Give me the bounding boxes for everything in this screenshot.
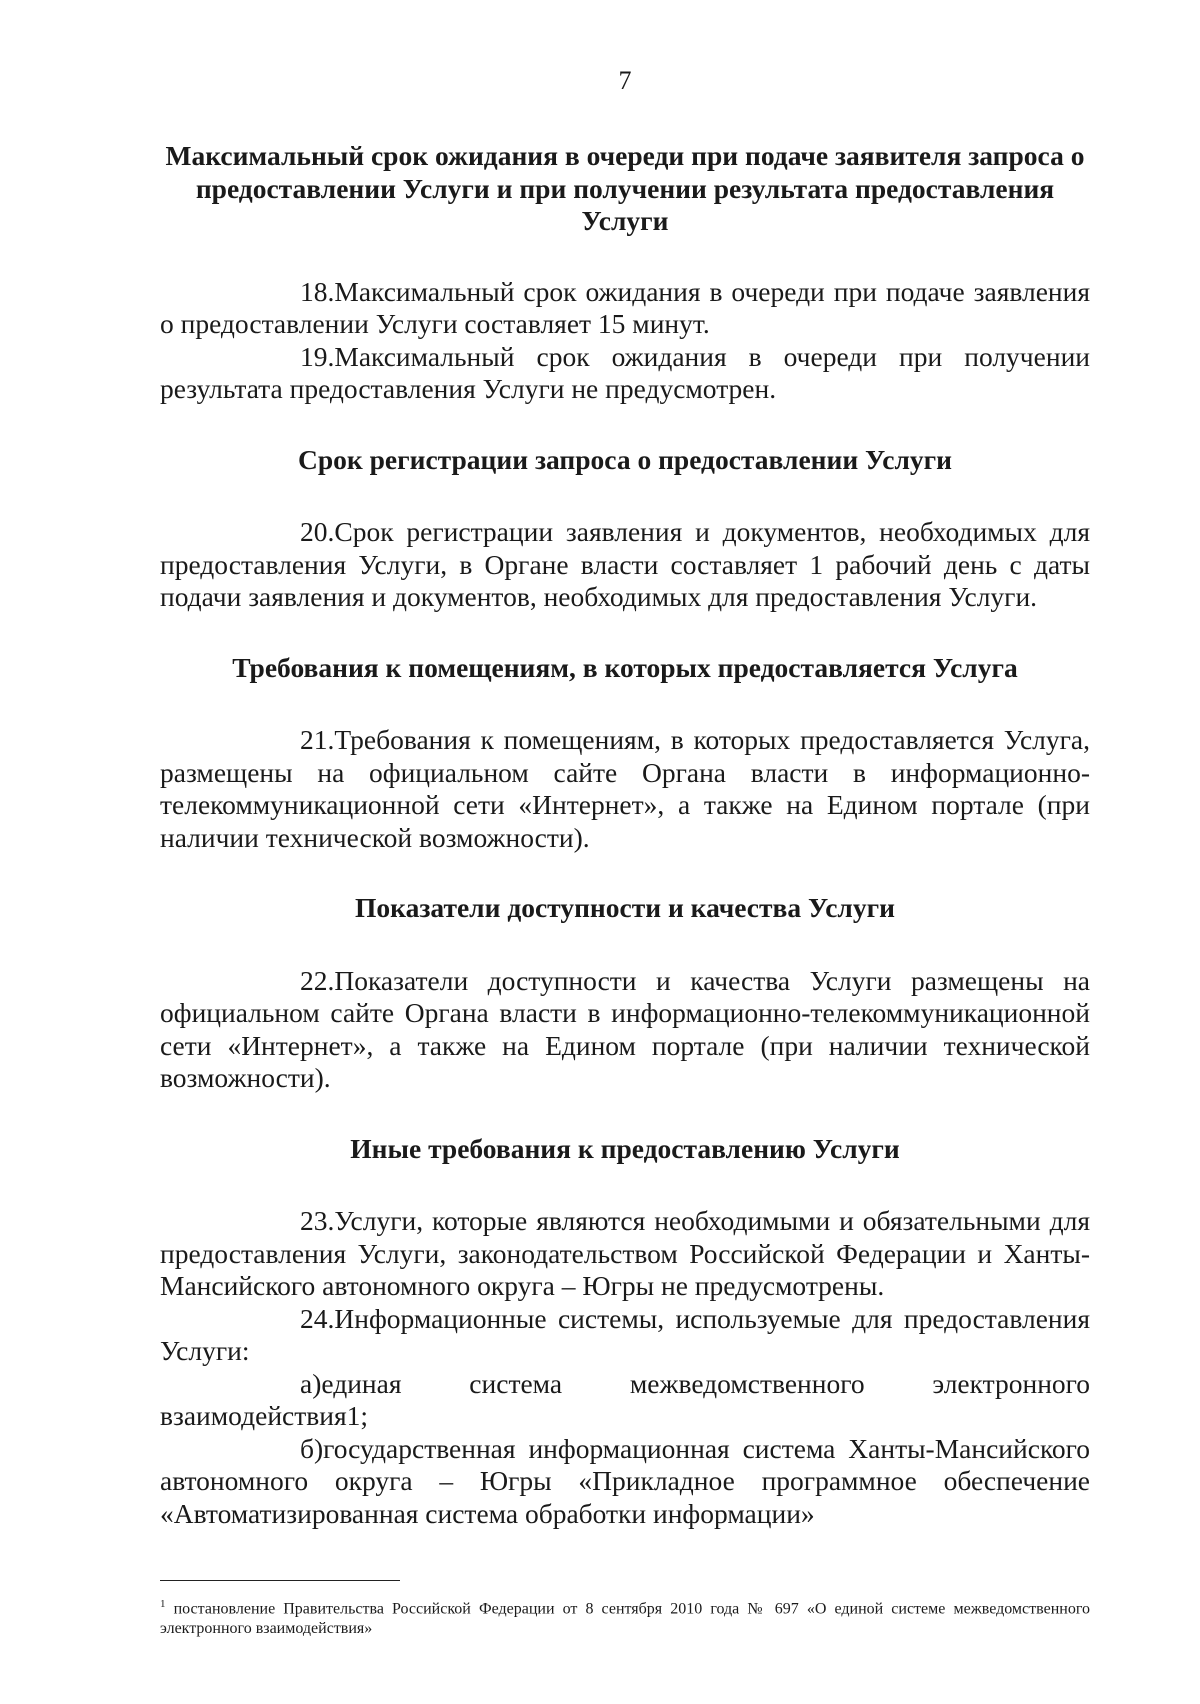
paragraph-number: 18.: [300, 275, 335, 307]
page-number: 7: [618, 66, 632, 95]
paragraph-number: 20.: [300, 516, 335, 547]
list-item-text: единая система межведомственного электронного взаимодействия1;: [160, 1367, 1090, 1431]
paragraph-text: Показатели доступности и качества Услуги размещены на официальном сайте Органа власти в информационно-телекоммуникационной сети «Интернет», а также на Едином портале (при наличии технической возможности).: [160, 964, 1090, 1093]
paragraph-number: 24.: [300, 1302, 335, 1334]
list-item: [160, 1368, 1090, 1433]
paragraph-text: Максимальный срок ожидания в очереди при подаче заявления о предоставлении Услуги составляет 15 минут.: [160, 275, 1090, 339]
paragraph-number: 19.: [300, 340, 335, 372]
section-heading: Максимальный срок ожидания в очереди при подаче заявителя запроса о предоставлении Услуги и при получении результата предоставления Услуги: [165, 140, 1085, 236]
paragraph: [160, 276, 1090, 341]
section-heading: Иные требования к предоставлению Услуги: [350, 1132, 900, 1164]
list-item-marker: а): [300, 1367, 322, 1399]
paragraph-text: Требования к помещениям, в которых предоставляется Услуга, размещены на официальном сайте Органа власти в информационно-телекоммуникационной сети «Интернет», а также на Едином портале (при наличии технической возможности).: [160, 724, 1090, 853]
section-heading: Срок регистрации запроса о предоставлении Услуги: [298, 443, 952, 475]
paragraph-number: 22.: [300, 964, 335, 996]
paragraph-text: Услуги, которые являются необходимыми и обязательными для предоставления Услуги, законодательством Российской Федерации и Ханты-Мансийского автономного округа – Югры не предусмотрены.: [160, 1205, 1090, 1301]
footnote: [160, 1594, 1090, 1639]
paragraph-number: 21.: [300, 724, 335, 755]
paragraph: [160, 341, 1090, 406]
paragraph: [160, 1205, 1090, 1303]
section-heading: Требования к помещениям, в которых предоставляется Услуга: [232, 651, 1018, 683]
list-item-marker: б): [300, 1432, 324, 1464]
footnote-divider: [160, 1580, 400, 1581]
paragraph: [160, 724, 1090, 854]
list-item-text: государственная информационная система Ханты-Мансийского автономного округа – Югры «Прикладное программное обеспечение «Автоматизированная система обработки информации»: [160, 1432, 1090, 1529]
paragraph: [160, 965, 1090, 1095]
list-item: [160, 1433, 1090, 1531]
paragraph: [160, 1303, 1090, 1368]
document-body: [160, 140, 1090, 1530]
paragraph-text: Информационные системы, используемые для предоставления Услуги:: [160, 1302, 1090, 1366]
footnote-text: постановление Правительства Российской Федерации от 8 сентября 2010 года № 697 «О единой системе межведомственного электронного взаимодействия»: [160, 1600, 1091, 1638]
paragraph-text: Максимальный срок ожидания в очереди при получении результата предоставления Услуги не предусмотрен.: [160, 340, 1090, 404]
paragraph-text: Срок регистрации заявления и документов, необходимых для предоставления Услуги, в Органе власти составляет 1 рабочий день с даты подачи заявления и документов, необходимых для предоставления Услуги.: [160, 516, 1090, 612]
section-heading: Показатели доступности и качества Услуги: [355, 892, 895, 923]
footnote-marker: 1: [160, 1598, 166, 1610]
paragraph: [160, 516, 1090, 614]
paragraph-number: 23.: [300, 1205, 335, 1236]
